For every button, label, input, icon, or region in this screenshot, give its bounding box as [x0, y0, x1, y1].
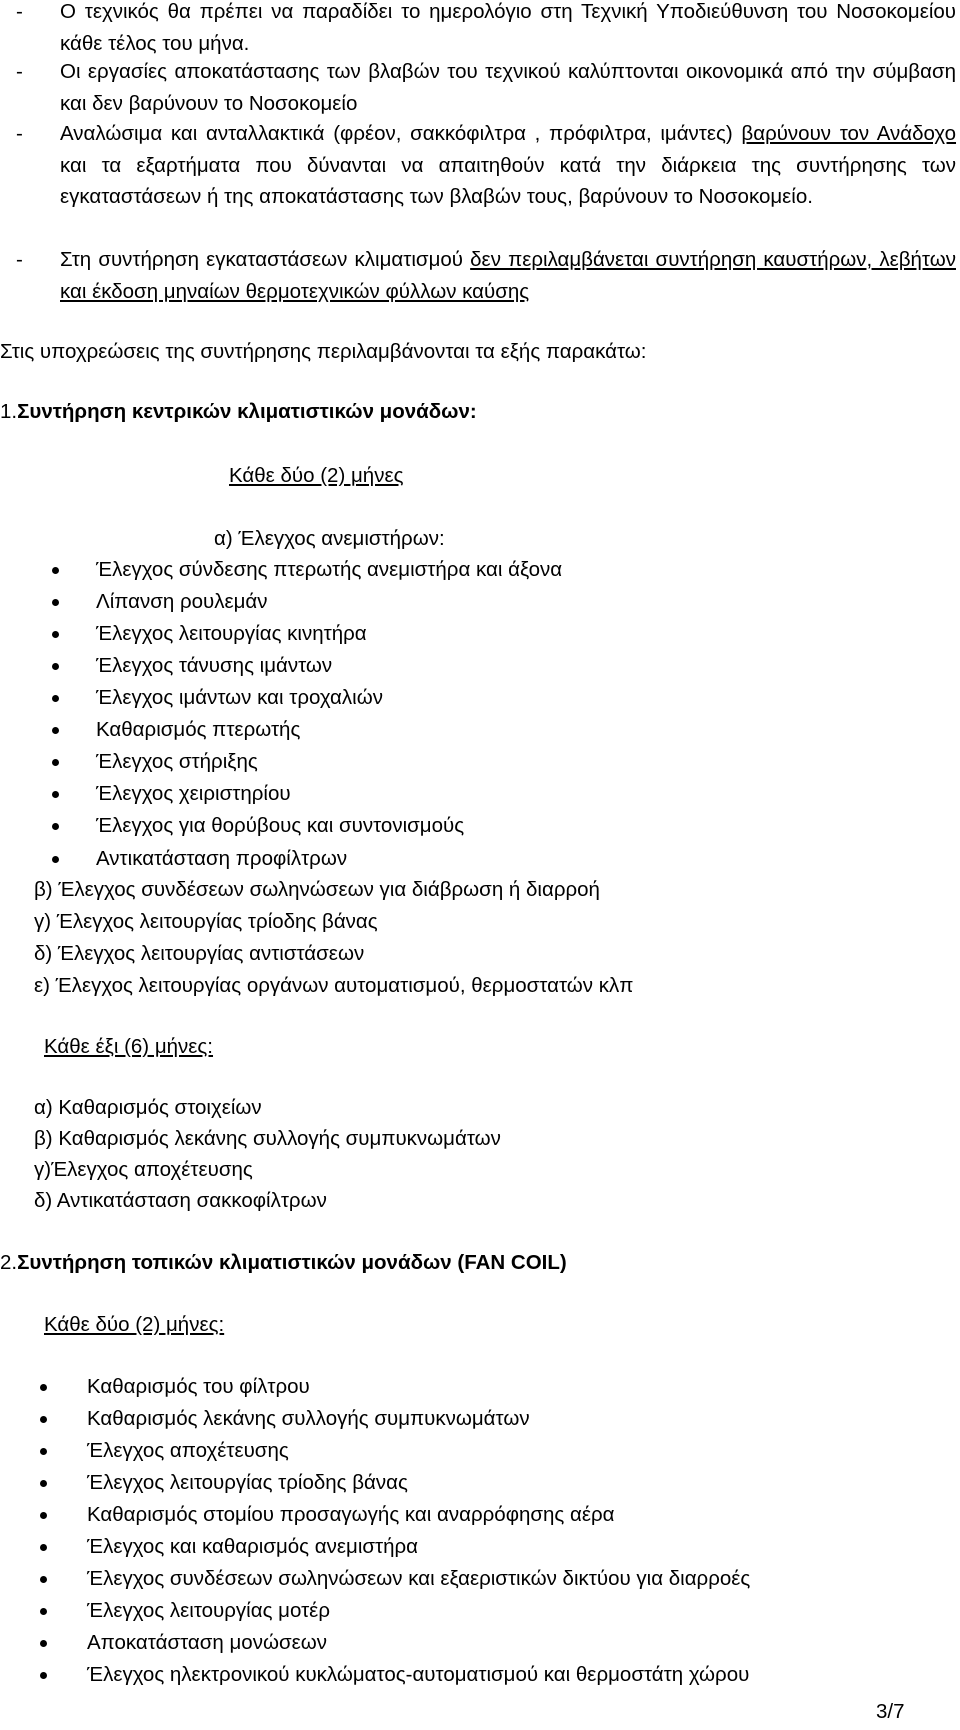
fan-check-item: Έλεγχος χειριστηρίου: [52, 780, 291, 808]
intro-item-1: [16, 0, 956, 59]
section2-heading: [0, 1249, 567, 1277]
section2-every-two-months: Κάθε δύο (2) μήνες:: [44, 1313, 225, 1336]
fan-coil-task: Έλεγχος ηλεκτρονικού κυκλώματος-αυτοματισμού και θερμοστάτη χώρου: [40, 1661, 749, 1689]
bullet-dot-icon: [52, 695, 59, 702]
intro-item-text: [60, 244, 956, 307]
other-check-item: β) Έλεγχος συνδέσεων σωληνώσεων για διάβρωση ή διαρροή: [34, 878, 600, 901]
intro-item-text: Ο τεχνικός θα πρέπει να παραδίδει το ημερολόγιο στη Τεχνική Υποδιεύθυνση του Νοσοκομείου κάθε τέλος του μήνα.: [60, 0, 956, 55]
dash-marker: -: [16, 248, 23, 271]
other-check-item: ε) Έλεγχος λειτουργίας οργάνων αυτοματισμού, θερμοστατών κλπ: [34, 974, 634, 997]
intro-item-4: [16, 244, 956, 307]
bullet-dot-icon: [52, 567, 59, 574]
intro-item-text: Οι εργασίες αποκατάστασης των βλαβών του τεχνικού καλύπτονται οικονομικά από την σύμβαση και δεν βαρύνουν το Νοσοκομείο: [60, 60, 956, 115]
bullet-dot-icon: [52, 631, 59, 638]
fan-coil-task: Έλεγχος λειτουργίας μοτέρ: [40, 1597, 330, 1625]
fan-check-item: Έλεγχος για θορύβους και συντονισμούς: [52, 812, 464, 840]
bullet-dot-icon: [52, 663, 59, 670]
dash-marker: -: [16, 0, 23, 23]
section1-every-two-months: Κάθε δύο (2) μήνες: [229, 464, 404, 487]
bullet-dot-icon: [40, 1448, 47, 1455]
bullet-dot-icon: [52, 823, 59, 830]
intro-item-text-underlined: δεν περιλαμβάνεται συντήρηση καυστήρων, λεβήτων και έκδοση μηναίων θερμοτεχνικών φύλλων καύσης: [60, 248, 956, 303]
six-month-task: γ)Έλεγχος αποχέτευσης: [34, 1158, 253, 1181]
fan-coil-task: Καθαρισμός στομίου προσαγωγής και αναρρόφησης αέρα: [40, 1501, 615, 1529]
bullet-dot-icon: [40, 1384, 47, 1391]
bullet-dot-icon: [40, 1480, 47, 1487]
section2-number: 2.: [0, 1251, 18, 1274]
page-number: 3/7: [876, 1700, 905, 1723]
bullet-dot-icon: [40, 1608, 47, 1615]
intro-item-text-b: και τα εξαρτήματα που δύνανται να απαιτηθούν κατά την διάρκεια της συντήρησης των εγκαταστάσεων ή της αποκατάστασης των βλαβών τους, βαρύνουν το Νοσοκομείο.: [60, 153, 956, 208]
intro-item-text-a: Στη συντήρηση εγκαταστάσεων κλιματισμού: [60, 248, 471, 271]
section1-title: Συντήρηση κεντρικών κλιματιστικών μονάδων:: [17, 400, 477, 423]
bullet-dot-icon: [40, 1544, 47, 1551]
six-month-task: δ) Αντικατάσταση σακκοφίλτρων: [34, 1189, 327, 1212]
fan-check-item: Έλεγχος σύνδεσης πτερωτής ανεμιστήρα και άξονα: [52, 556, 562, 584]
dash-marker: -: [16, 60, 23, 83]
fan-check-item: Έλεγχος ιμάντων και τροχαλιών: [52, 684, 383, 712]
bullet-dot-icon: [52, 759, 59, 766]
other-check-item: δ) Έλεγχος λειτουργίας αντιστάσεων: [34, 942, 365, 965]
six-month-task: α) Καθαρισμός στοιχείων: [34, 1096, 262, 1119]
bullet-dot-icon: [40, 1416, 47, 1423]
section2-title: Συντήρηση τοπικών κλιματιστικών μονάδων (FAN COIL): [17, 1251, 567, 1274]
fan-coil-task: Καθαρισμός λεκάνης συλλογής συμπυκνωμάτων: [40, 1405, 530, 1433]
section1-number: 1.: [0, 400, 18, 423]
fan-coil-task: Έλεγχος λειτουργίας τρίοδης βάνας: [40, 1469, 408, 1497]
dash-marker: -: [16, 122, 23, 145]
intro-item-text-a: Αναλώσιμα και ανταλλακτικά (φρέον, σακκόφιλτρα , πρόφιλτρα, ιμάντες): [60, 122, 742, 145]
intro-item-text-underlined: βαρύνουν τον Ανάδοχο: [741, 122, 957, 145]
fan-coil-task: Έλεγχος αποχέτευσης: [40, 1437, 289, 1465]
section1-every-six-months: Κάθε έξι (6) μήνες:: [44, 1035, 214, 1058]
fan-check-item: Έλεγχος τάνυσης ιμάντων: [52, 652, 332, 680]
intro-item-3: [16, 118, 956, 213]
bullet-dot-icon: [52, 727, 59, 734]
section1-heading: [0, 398, 477, 426]
fan-coil-task: Έλεγχος συνδέσεων σωληνώσεων και εξαεριστικών δικτύου για διαρροές: [40, 1565, 750, 1593]
bullet-dot-icon: [40, 1576, 47, 1583]
bullet-dot-icon: [40, 1640, 47, 1647]
intro-item-text: [60, 118, 956, 213]
fans-heading: α) Έλεγχος ανεμιστήρων:: [214, 527, 445, 550]
fan-check-item: Αντικατάσταση προφίλτρων: [52, 845, 347, 873]
intro-item-2: [16, 56, 956, 119]
bullet-dot-icon: [52, 599, 59, 606]
fan-check-item: Καθαρισμός πτερωτής: [52, 716, 300, 744]
fan-check-item: Έλεγχος λειτουργίας κινητήρα: [52, 620, 367, 648]
fan-check-item: Έλεγχος στήριξης: [52, 748, 258, 776]
other-check-item: γ) Έλεγχος λειτουργίας τρίοδης βάνας: [34, 910, 378, 933]
bullet-dot-icon: [52, 856, 59, 863]
fan-coil-task: Αποκατάσταση μονώσεων: [40, 1629, 327, 1657]
bullet-dot-icon: [52, 791, 59, 798]
six-month-task: β) Καθαρισμός λεκάνης συλλογής συμπυκνωμάτων: [34, 1127, 501, 1150]
bullet-dot-icon: [40, 1512, 47, 1519]
fan-coil-task: Έλεγχος και καθαρισμός ανεμιστήρα: [40, 1533, 418, 1561]
fan-check-item: Λίπανση ρουλεμάν: [52, 588, 268, 616]
obligations-intro: Στις υποχρεώσεις της συντήρησης περιλαμβάνονται τα εξής παρακάτω:: [0, 340, 647, 363]
bullet-dot-icon: [40, 1672, 47, 1679]
fan-coil-task: Καθαρισμός του φίλτρου: [40, 1373, 310, 1401]
